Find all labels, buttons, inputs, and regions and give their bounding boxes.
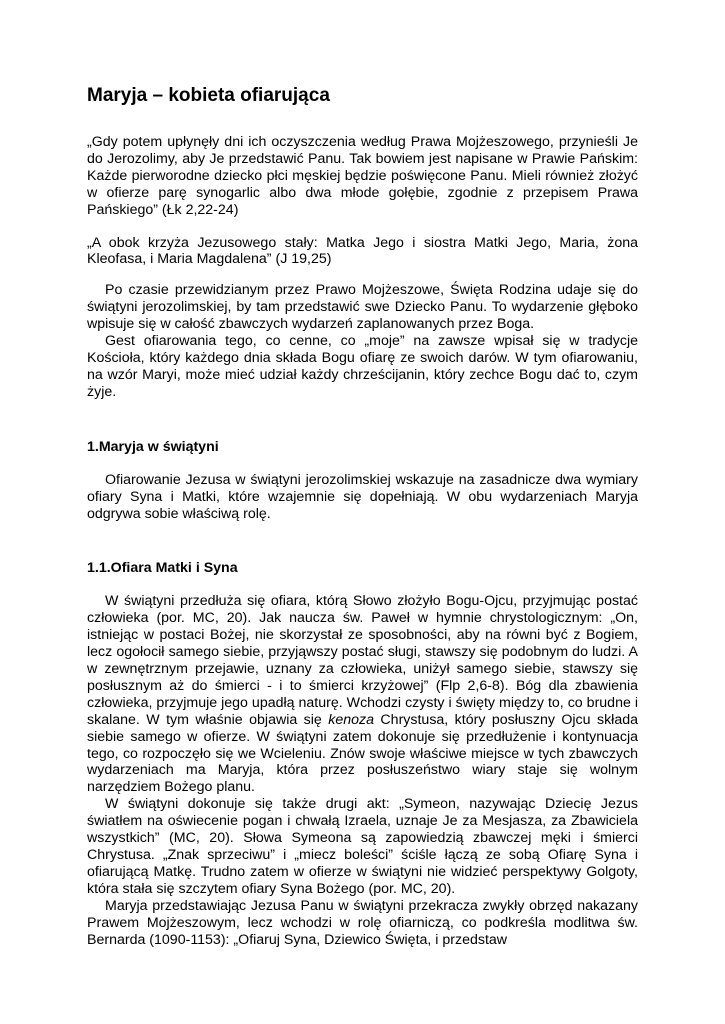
quote-john: „A obok krzyża Jezusowego stały: Matka Jego i siostra Matki Jego, Maria, żona Kleofasa, i Maria Magdalena” (J 19,25) [87, 234, 638, 268]
intro-paragraph-1: Po czasie przewidzianym przez Prawo Mojżeszowe, Święta Rodzina udaje się do świątyni jerozolimskiej, by tam przedstawić swe Dziecko Panu. To wydarzenie głęboko wpisuje się w całość zbawczych wydarzeń zaplanowanych przez Boga. [87, 282, 638, 333]
intro-paragraph-2: Gest ofiarowania tego, co cenne, co „moje” na zawsze wpisał się w tradycje Kościoła, który każdego dnia składa Bogu ofiarę ze swoich darów. W tym ofiarowaniu, na wzór Maryi, może mieć udział każdy chrześcijanin, który zechce Bogu dać to, czym żyje. [87, 333, 638, 400]
kenoza-term: kenoza [328, 711, 374, 728]
section-heading-1: 1.Maryja w świątyni [87, 438, 219, 455]
quote-luke: „Gdy potem upłynęły dni ich oczyszczenia według Prawa Mojżeszowego, przynieśli Je do Jerozolimy, aby Je przedstawić Panu. Tak bowiem jest napisane w Prawie Pańskim: Każde pierworodne dziecko płci męskiej będzie poświęcone Panu. Mieli również złożyć w ofierze parę synogarlic albo dwa młode gołębie, zgodnie z przepisem Prawa Pańskiego” (Łk 2,22-24) [87, 134, 638, 218]
spacer [87, 577, 638, 593]
section1-paragraph-1: Ofiarowanie Jezusa w świątyni jerozolimskiej wskazuje na zasadnicze dwa wymiary ofiary Syna i Matki, które wzajemnie się dopełniają. W obu wydarzeniach Maryja odgrywa sobie właściwą rolę. [87, 471, 638, 522]
document-page [87, 84, 638, 948]
page-title: Maryja – kobieta ofiarująca [87, 85, 330, 106]
section-heading-1-1: 1.1.Ofiara Matki i Syna [87, 560, 238, 577]
spacer [87, 401, 638, 439]
section11-paragraph-2: W świątyni dokonuje się także drugi akt: „Symeon, nazywając Dziecię Jezus światłem na oświecenie pogan i chwałą Izraela, uznaje Je za Mesjasza, za Zbawiciela wszystkich” (MC, 20). Słowa Symeona są zapowiedzią zbawczej męki i śmierci Chrystusa. „Znak sprzeciwu” i „miecz boleści” ściśle łączą ze sobą Ofiarę Syna i ofiarującą Matkę. Trudno zatem w ofierze w świątyni nie widzieć perspektywy Golgoty, która stała się szczytem ofiary Syna Bożego (por. MC, 20). [87, 796, 638, 897]
section11-paragraph-1 [87, 593, 638, 796]
section11-paragraph-1-part-a: W świątyni przedłuża się ofiara, którą Słowo złożyło Bogu-Ojcu, przyjmując postać człowieka (por. MC, 20). Jak naucza św. Paweł w hymnie chrystologicznym: „On, istniejąc w postaci Bożej, nie skorzystał ze sposobności, aby na równi być z Bogiem, lecz ogołocił samego siebie, przyjąwszy postać sługi, stawszy się podobnym do ludzi. A w zewnętrznym przejawie, uznany za człowieka, uniżył samego siebie, stawszy się posłusznym aż do śmierci - i to śmierci krzyżowej” (Flp 2,6-8). Bóg dla zbawienia człowieka, przyjmuje jego upadłą naturę. Wchodzi czysty i święty między to, co brudne i skalane. W tym właśnie objawia się [87, 593, 638, 728]
spacer [87, 522, 638, 560]
spacer [87, 456, 638, 472]
section11-paragraph-1-part-b: Chrystusa, który posłuszny Ojcu składa siebie samego w ofierze. W świątyni zatem dokonuje się przedłużenie i kontynuacja tego, co rozpoczęło się we Wcieleniu. Znów swoje właściwe miejsce w tych zbawczych wydarzeniach ma Maryja, która przez posłuszeństwo wiary staje się wolnym narzędziem Bożego planu. [87, 711, 638, 796]
section11-paragraph-3: Maryja przedstawiając Jezusa Panu w świątyni przekracza zwykły obrzęd nakazany Prawem Mojżeszowym, lecz wchodzi w rolę ofiarniczą, co podkreśla modlitwa św. Bernarda (1090-1153): „Ofiaruj Syna, Dziewico Święta, i przedstaw [87, 897, 638, 948]
